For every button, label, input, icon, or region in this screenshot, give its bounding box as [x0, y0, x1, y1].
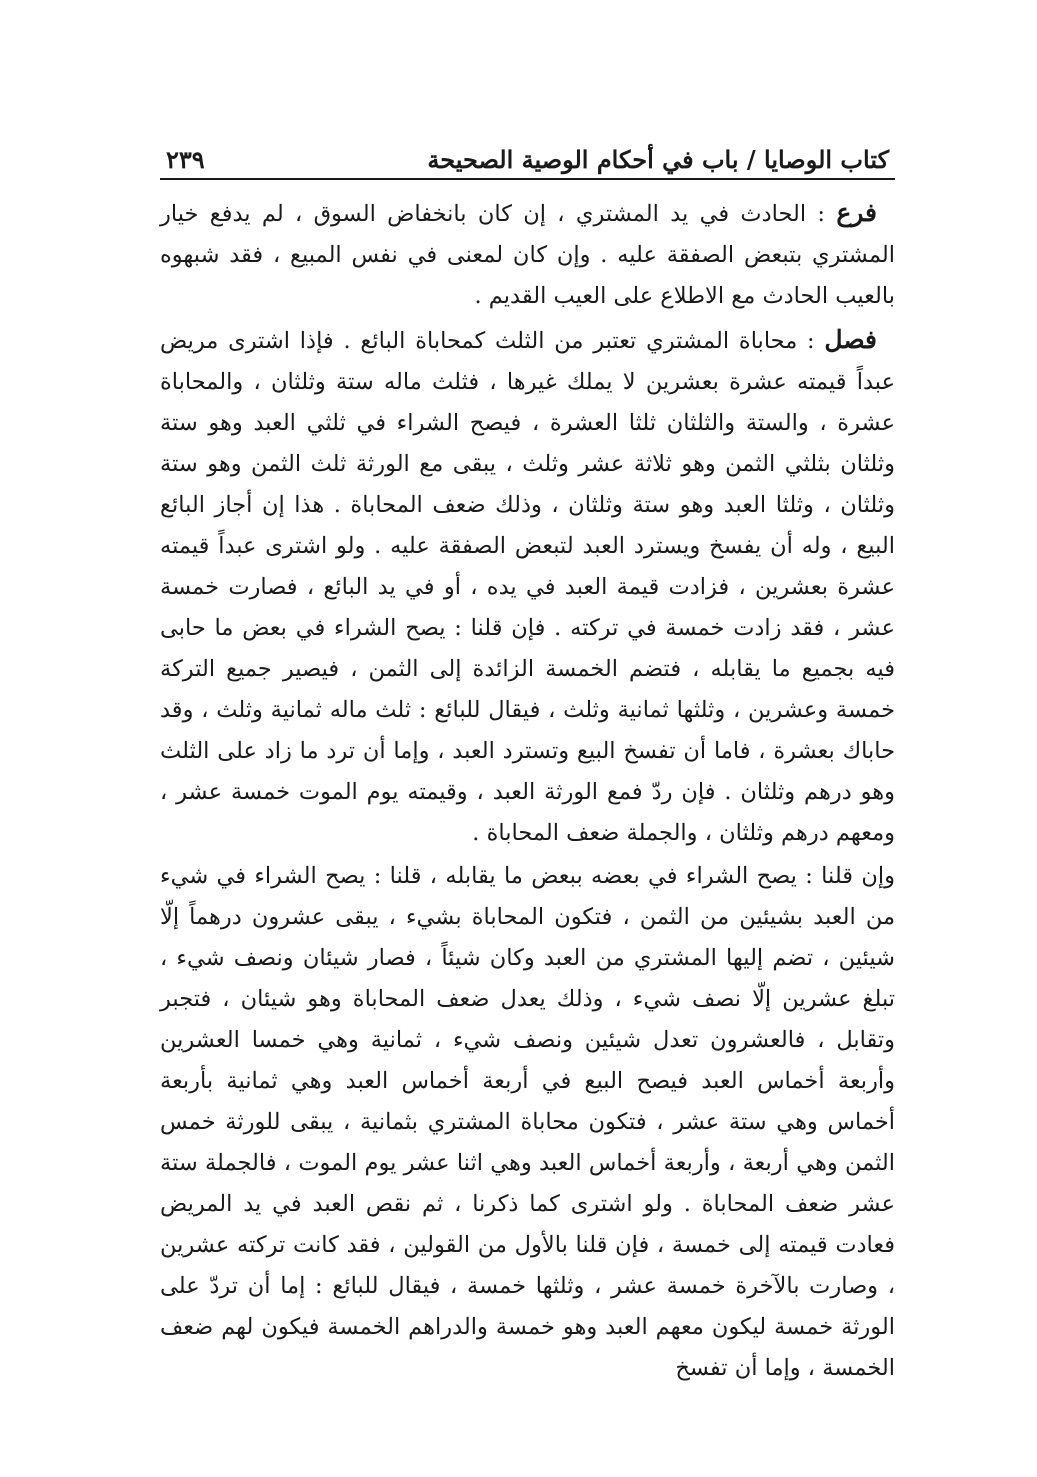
page-header: [160, 138, 895, 180]
paragraph-text: وإن قلنا : يصح الشراء في بعضه ببعض ما يقابله ، قلنا : يصح الشراء في شيء من العبد بشيئين من الثمن ، فتكون المحاباة بشيء ، يبقى عشرون درهماً إلّا شيئين ، تضم إليها المشتري من العبد وكان شيئاً ، فصار شيئان ونصف شيء ، تبلغ عشرين إلّا نصف شيء ، وذلك يعدل ضعف المحاباة وهو شيئان ، فتجبر وتقابل ، فالعشرون تعدل شيئين ونصف شيء ، ثمانية وهي خمسا العشرين وأربعة أخماس العبد فيصح البيع في أربعة أخماس العبد وهي ثمانية بأربعة أخماس وهي ستة عشر ، فتكون محاباة المشتري بثمانية ، يبقى للورثة خمس الثمن وهي أربعة ، وأربعة أخماس العبد وهي اثنا عشر يوم الموت ، فالجملة ستة عشر ضعف المحاباة . ولو اشترى كما ذكرنا ، ثم نقص العبد في يد المريض فعادت قيمته إلى خمسة ، فإن قلنا بالأول من القولين ، فقد كانت تركته عشرين ، وصارت بالآخرة خمسة عشر ، وثلثها خمسة ، فيقال للبائع : إما أن تردّ على الورثة خمسة ليكون معهم العبد وهو خمسة والدراهم الخمسة فيكون لهم ضعف الخمسة ، وإما أن تفسخ: [160, 863, 895, 1381]
body-text: [160, 192, 895, 1389]
paragraph-far: [160, 192, 895, 317]
section-heading-far: فرع: [836, 198, 877, 227]
running-title: كتاب الوصايا / باب في أحكام الوصية الصحيحة: [427, 145, 889, 174]
paragraph-continuation: [160, 856, 895, 1389]
page-number: ٢٣٩: [166, 145, 205, 174]
book-page: [160, 138, 895, 1381]
paragraph-text: : الحادث في يد المشتري ، إن كان بانخفاض السوق ، لم يدفع خيار المشتري بتبعض الصفقة عليه . وإن كان لمعنى في نفس المبيع ، فقد شبهوه بالعيب الحادث مع الاطلاع على العيب القديم .: [160, 201, 895, 309]
section-heading-fasl: فصل: [824, 325, 877, 354]
paragraph-fasl: [160, 319, 895, 854]
paragraph-text: : محاباة المشتري تعتبر من الثلث كمحاباة البائع . فإذا اشترى مريض عبداً قيمته عشرة بعشرين لا يملك غيرها ، فثلث ماله ستة وثلثان ، والمحاباة عشرة ، والستة والثلثان ثلثا العشرة ، فيصح الشراء في ثلثي العبد وهو ستة وثلثان بثلثي الثمن وهو ثلاثة عشر وثلث ، يبقى مع الورثة ثلث الثمن وهو ستة وثلثان ، وثلثا العبد وهو ستة وثلثان ، وذلك ضعف المحاباة . هذا إن أجاز البائع البيع ، وله أن يفسخ ويسترد العبد لتبعض الصفقة عليه . ولو اشترى عبداً قيمته عشرة بعشرين ، فزادت قيمة العبد في يده ، أو في يد البائع ، فصارت خمسة عشر ، فقد زادت خمسة في تركته . فإن قلنا : يصح الشراء في بعض ما حابى فيه بجميع ما يقابله ، فتضم الخمسة الزائدة إلى الثمن ، فيصير جميع التركة خمسة وعشرين ، وثلثها ثمانية وثلث ، فيقال للبائع : ثلث ماله ثمانية وثلث ، وقد حاباك بعشرة ، فاما أن تفسخ البيع وتسترد العبد ، وإما أن ترد ما زاد على الثلث وهو درهم وثلثان . فإن ردّ فمع الورثة العبد ، وقيمته يوم الموت خمسة عشر ، ومعهم درهم وثلثان ، والجملة ضعف المحاباة .: [160, 328, 895, 846]
